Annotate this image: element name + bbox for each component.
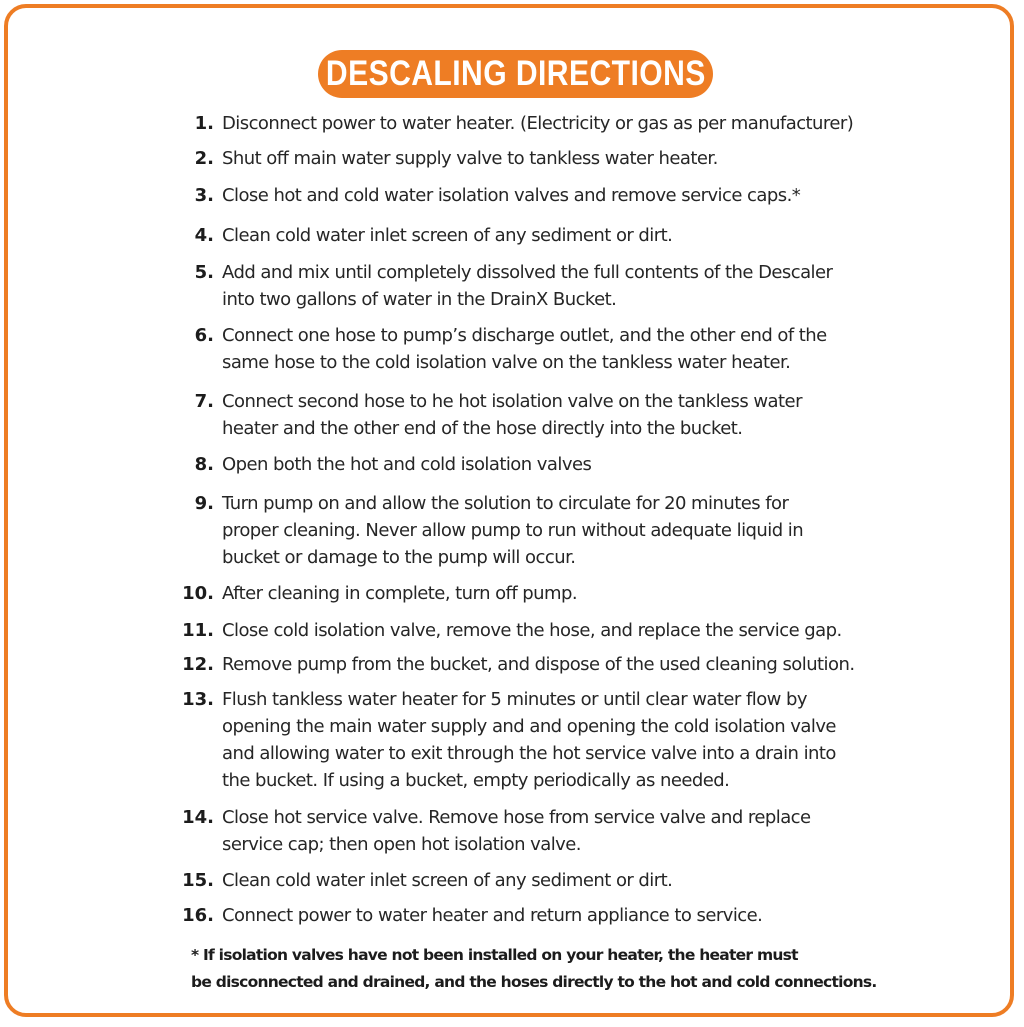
step-text: Close cold isolation valve, remove the hose, and replace the service gap. xyxy=(222,620,842,641)
step-number: 15. xyxy=(182,870,214,891)
step-number: 7. xyxy=(194,391,214,412)
step-text: Remove pump from the bucket, and dispose of the used cleaning solution. xyxy=(222,654,855,675)
step-number: 9. xyxy=(194,493,214,514)
step-number: 6. xyxy=(194,325,214,346)
step-text: Open both the hot and cold isolation valves xyxy=(222,454,592,475)
step-number: 13. xyxy=(182,689,214,710)
step-text: Connect second hose to he hot isolation valve on the tankless water heater and the other end of the hose directly into the bucket. xyxy=(222,391,802,439)
step-number: 1. xyxy=(194,113,214,134)
step-text: Close hot service valve. Remove hose from service valve and replace service cap; then open hot isolation valve. xyxy=(222,807,811,855)
step-number: 5. xyxy=(194,262,214,283)
step-text: Add and mix until completely dissolved the full contents of the Descaler into two gallons of water in the DrainX Bucket. xyxy=(222,262,833,310)
step-number: 3. xyxy=(194,185,214,206)
step-number: 16. xyxy=(182,905,214,926)
step-text: After cleaning in complete, turn off pump. xyxy=(222,583,578,604)
step-text: Close hot and cold water isolation valves and remove service caps.* xyxy=(222,185,801,206)
step-number: 4. xyxy=(194,225,214,246)
footnote: * If isolation valves have not been installed on your heater, the heater must be disconnected and drained, and the hoses directly to the hot and cold connections. xyxy=(191,946,877,991)
step-text: Connect one hose to pump’s discharge outlet, and the other end of the same hose to the cold isolation valve on the tankless water heater. xyxy=(222,325,827,373)
page-title: DESCALING DIRECTIONS xyxy=(325,54,706,93)
step-number: 8. xyxy=(194,454,214,475)
step-number: 2. xyxy=(194,148,214,169)
step-text: Clean cold water inlet screen of any sediment or dirt. xyxy=(222,870,673,891)
step-text: Connect power to water heater and return appliance to service. xyxy=(222,905,763,926)
step-text: Flush tankless water heater for 5 minutes or until clear water flow by opening the main water supply and and opening the cold isolation valve and allowing water to exit through the hot service valve into a drain into the bucket. If using a bucket, empty periodically as needed. xyxy=(222,689,836,791)
step-text: Disconnect power to water heater. (Electricity or gas as per manufacturer) xyxy=(222,113,854,134)
step-number: 11. xyxy=(182,620,214,641)
step-text: Shut off main water supply valve to tankless water heater. xyxy=(222,148,718,169)
step-text: Clean cold water inlet screen of any sediment or dirt. xyxy=(222,225,673,246)
step-number: 14. xyxy=(182,807,214,828)
step-number: 12. xyxy=(182,654,214,675)
step-text: Turn pump on and allow the solution to circulate for 20 minutes for proper cleaning. Never allow pump to run without adequate liquid in bucket or damage to the pump will occur. xyxy=(222,493,804,568)
step-number: 10. xyxy=(182,583,214,604)
